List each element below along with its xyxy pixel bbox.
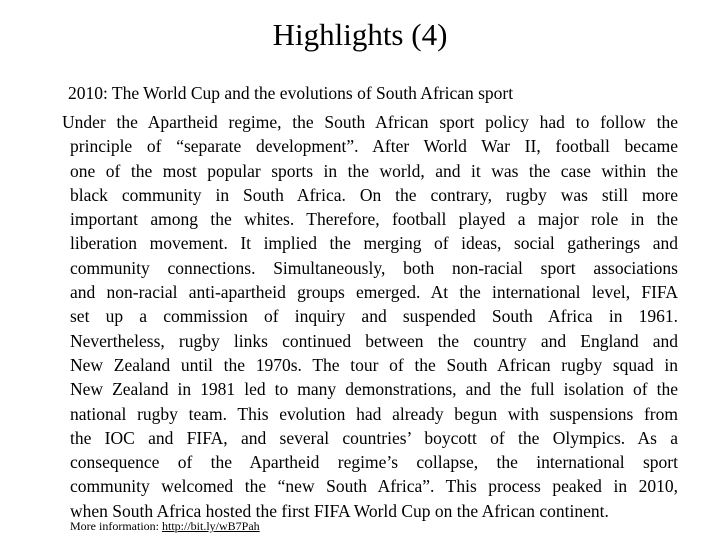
body-line: and non-racial anti-apartheid groups emerged. At the international level, FIFA [70,282,678,303]
body-line: when South Africa hosted the first FIFA World Cup on the African continent. [70,500,609,521]
more-info-label: More information: [70,519,162,533]
body-line: community connections. Simultaneously, both non-racial sport associations [70,257,678,278]
body-line: New Zealand until the 1970s. The tour of the South African rugby squad in [70,354,678,375]
body-line: important among the whites. Therefore, football played a major role in the [70,209,678,230]
body-line: one of the most popular sports in the world, and it was the case within the [70,160,678,181]
body-line: community welcomed the “new South Africa”. This process peaked in 2010, [70,476,678,497]
body-paragraph [62,110,678,523]
slide-subtitle: 2010: The World Cup and the evolutions of South African sport [68,83,514,103]
body-line: consequence of the Apartheid regime’s collapse, the international sport [70,452,678,473]
body-line: national rugby team. This evolution had already begun with suspensions from [70,403,678,424]
more-info-link[interactable]: http://bit.ly/wB7Pah [161,519,260,533]
body-line: liberation movement. It implied the merging of ideas, social gatherings and [70,233,678,254]
body-line: principle of “separate development”. After World War II, football became [70,136,678,157]
more-information [70,518,260,534]
body-line: Nevertheless, rugby links continued between the country and England and [70,330,678,351]
slide-title: Highlights (4) [272,17,448,52]
body-line: New Zealand in 1981 led to many demonstrations, and the full isolation of the [70,379,678,400]
body-line: the IOC and FIFA, and several countries’ boycott of the Olympics. As a [70,427,678,448]
body-line: black community in South Africa. On the contrary, rugby was still more [70,184,678,205]
body-line: set up a commission of inquiry and suspended South Africa in 1961. [70,306,678,327]
body-line: Under the Apartheid regime, the South African sport policy had to follow the [62,112,678,132]
